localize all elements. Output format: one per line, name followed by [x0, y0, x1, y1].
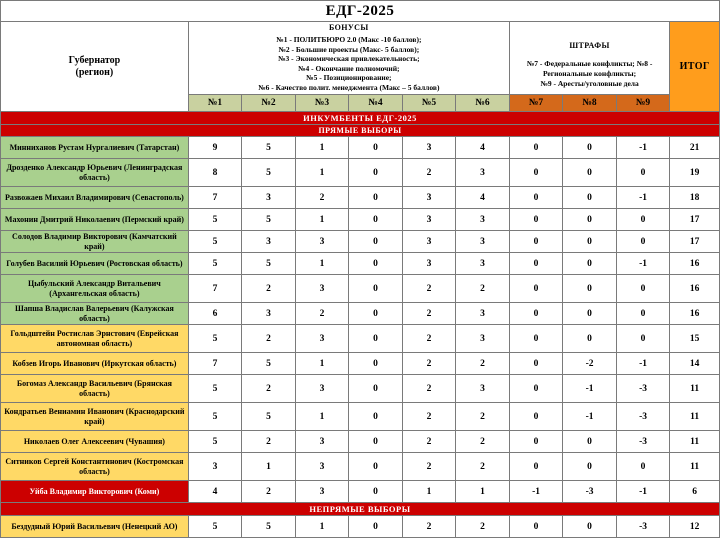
total-score-cell[interactable]: 11 [670, 375, 720, 403]
bonus-criterion-5: №5 - Позиционирование; [306, 73, 392, 83]
score-cell-6[interactable]: 4 [456, 137, 510, 159]
score-cell-5[interactable]: 2 [402, 431, 456, 453]
governor-name-cell[interactable]: Кобзев Игорь Иванович (Иркутская область) [1, 353, 189, 375]
score-cell-2[interactable]: 5 [242, 159, 296, 187]
score-cell-9[interactable]: -1 [616, 253, 670, 275]
governor-name-cell[interactable]: Богомаз Александр Васильевич (Брянская область) [1, 375, 189, 403]
score-cell-3[interactable]: 3 [295, 231, 349, 253]
table-row[interactable] [1, 353, 720, 375]
score-cell-5[interactable]: 3 [402, 231, 456, 253]
score-cell-8[interactable]: 0 [563, 253, 617, 275]
score-cell-6[interactable]: 3 [456, 159, 510, 187]
score-cell-7[interactable]: 0 [509, 209, 563, 231]
indirect-elections-rows [1, 516, 720, 538]
governor-name-cell[interactable]: Дрозденко Александр Юрьевич (Ленинградская область) [1, 159, 189, 187]
score-cell-9[interactable]: -1 [616, 137, 670, 159]
score-cell-7[interactable]: 0 [509, 431, 563, 453]
score-cell-3[interactable]: 1 [295, 353, 349, 375]
score-cell-5[interactable]: 1 [402, 481, 456, 503]
score-cell-2[interactable]: 2 [242, 375, 296, 403]
col-header-5: №5 [402, 95, 456, 112]
governor-name-cell[interactable]: Николаев Олег Алексеевич (Чувашия) [1, 431, 189, 453]
table-row[interactable] [1, 516, 720, 538]
score-cell-7[interactable]: 0 [509, 375, 563, 403]
score-cell-7[interactable]: 0 [509, 516, 563, 538]
score-cell-9[interactable]: -1 [616, 481, 670, 503]
col-header-6: №6 [456, 95, 510, 112]
score-cell-6[interactable]: 2 [456, 516, 510, 538]
title-row [1, 1, 720, 22]
score-cell-4[interactable]: 0 [349, 431, 403, 453]
penalty-criterion-1: №7 - Федеральные конфликты; №8 - [526, 59, 653, 68]
score-cell-2[interactable]: 2 [242, 481, 296, 503]
score-cell-3[interactable]: 3 [295, 453, 349, 481]
governor-name-cell[interactable]: Шапша Владислав Валерьевич (Калужская область) [1, 303, 189, 325]
score-cell-7[interactable]: 0 [509, 453, 563, 481]
score-cell-8[interactable]: 0 [563, 209, 617, 231]
total-score-cell[interactable]: 16 [670, 253, 720, 275]
table-row[interactable] [1, 253, 720, 275]
score-cell-9[interactable]: 0 [616, 209, 670, 231]
penalty-criterion-2: Региональные конфликты; [542, 69, 637, 78]
score-cell-3[interactable]: 3 [295, 325, 349, 353]
total-score-cell[interactable]: 16 [670, 275, 720, 303]
score-cell-4[interactable]: 0 [349, 187, 403, 209]
score-cell-5[interactable]: 2 [402, 403, 456, 431]
score-cell-1[interactable]: 7 [188, 353, 242, 375]
score-cell-1[interactable]: 5 [188, 231, 242, 253]
score-cell-7[interactable]: 0 [509, 275, 563, 303]
score-cell-8[interactable]: 0 [563, 453, 617, 481]
bonuses-title: БОНУСЫ [329, 23, 369, 33]
score-cell-2[interactable]: 2 [242, 275, 296, 303]
score-cell-1[interactable]: 5 [188, 516, 242, 538]
score-cell-1[interactable]: 5 [188, 375, 242, 403]
score-cell-3[interactable]: 3 [295, 275, 349, 303]
score-cell-1[interactable]: 5 [188, 253, 242, 275]
score-cell-8[interactable]: -3 [563, 481, 617, 503]
table-row[interactable] [1, 137, 720, 159]
governor-name-cell[interactable]: Кондратьев Вениамин Иванович (Краснодарский край) [1, 403, 189, 431]
band-row-indirect [1, 503, 720, 516]
score-cell-1[interactable]: 8 [188, 159, 242, 187]
score-cell-9[interactable]: -3 [616, 516, 670, 538]
score-cell-3[interactable]: 1 [295, 137, 349, 159]
score-cell-5[interactable]: 3 [402, 253, 456, 275]
bonus-criterion-6: №6 - Качество полит. менеджмента (Макс – 5 баллов) [258, 82, 440, 92]
governor-name-cell[interactable]: Ситников Сергей Константинович (Костромская область) [1, 453, 189, 481]
score-cell-2[interactable]: 3 [242, 303, 296, 325]
score-cell-3[interactable]: 1 [295, 209, 349, 231]
score-cell-6[interactable]: 3 [456, 325, 510, 353]
score-cell-7[interactable]: 0 [509, 187, 563, 209]
table-row[interactable] [1, 325, 720, 353]
score-cell-3[interactable]: 1 [295, 516, 349, 538]
total-score-cell[interactable]: 16 [670, 303, 720, 325]
score-cell-9[interactable]: -1 [616, 353, 670, 375]
score-cell-4[interactable]: 0 [349, 375, 403, 403]
score-cell-8[interactable]: 0 [563, 187, 617, 209]
score-cell-7[interactable]: 0 [509, 353, 563, 375]
score-cell-9[interactable]: 0 [616, 275, 670, 303]
score-cell-9[interactable]: 0 [616, 231, 670, 253]
score-cell-8[interactable]: -1 [563, 375, 617, 403]
score-cell-6[interactable]: 2 [456, 453, 510, 481]
table-row[interactable] [1, 187, 720, 209]
total-score-cell[interactable]: 21 [670, 137, 720, 159]
score-cell-5[interactable]: 2 [402, 159, 456, 187]
governor-name-cell[interactable]: Развожаев Михаил Владимирович (Севастополь) [1, 187, 189, 209]
score-cell-5[interactable]: 2 [402, 375, 456, 403]
score-cell-1[interactable]: 5 [188, 209, 242, 231]
score-cell-6[interactable]: 2 [456, 275, 510, 303]
score-cell-5[interactable]: 3 [402, 137, 456, 159]
col-header-3: №3 [295, 95, 349, 112]
score-cell-4[interactable]: 0 [349, 516, 403, 538]
table-row[interactable] [1, 481, 720, 503]
score-cell-5[interactable]: 2 [402, 275, 456, 303]
score-cell-2[interactable]: 5 [242, 209, 296, 231]
score-cell-8[interactable]: -2 [563, 353, 617, 375]
score-cell-2[interactable]: 2 [242, 431, 296, 453]
table-row[interactable] [1, 403, 720, 431]
score-cell-4[interactable]: 0 [349, 159, 403, 187]
total-score-cell[interactable]: 11 [670, 431, 720, 453]
score-cell-1[interactable]: 4 [188, 481, 242, 503]
col-header-4: №4 [349, 95, 403, 112]
score-cell-9[interactable]: -1 [616, 187, 670, 209]
score-cell-2[interactable]: 1 [242, 453, 296, 481]
total-score-cell[interactable]: 12 [670, 516, 720, 538]
governor-name-cell[interactable]: Цыбульский Александр Витальевич (Архангельская область) [1, 275, 189, 303]
score-cell-1[interactable]: 5 [188, 431, 242, 453]
col-header-1: №1 [188, 95, 242, 112]
score-cell-8[interactable]: 0 [563, 431, 617, 453]
page-title: ЕДГ-2025 [1, 1, 720, 22]
score-cell-7[interactable]: 0 [509, 231, 563, 253]
score-cell-5[interactable]: 3 [402, 209, 456, 231]
score-cell-8[interactable]: 0 [563, 231, 617, 253]
band-incumbents: ИНКУМБЕНТЫ ЕДГ-2025 [1, 112, 720, 125]
score-cell-3[interactable]: 1 [295, 159, 349, 187]
band-row-direct [1, 125, 720, 137]
score-cell-4[interactable]: 0 [349, 253, 403, 275]
score-cell-8[interactable]: 0 [563, 516, 617, 538]
bonus-criterion-2: №2 - Большие проекты (Макс- 5 баллов); [278, 44, 420, 54]
score-cell-8[interactable]: 0 [563, 137, 617, 159]
governor-name-cell[interactable]: Махонин Дмитрий Николаевич (Пермский край) [1, 209, 189, 231]
total-score-cell[interactable]: 15 [670, 325, 720, 353]
score-cell-4[interactable]: 0 [349, 137, 403, 159]
score-cell-5[interactable]: 2 [402, 453, 456, 481]
score-cell-4[interactable]: 0 [349, 303, 403, 325]
score-cell-2[interactable]: 5 [242, 516, 296, 538]
score-cell-2[interactable]: 5 [242, 353, 296, 375]
score-cell-9[interactable]: 0 [616, 303, 670, 325]
score-cell-7[interactable]: -1 [509, 481, 563, 503]
score-cell-6[interactable]: 3 [456, 209, 510, 231]
table-row[interactable] [1, 275, 720, 303]
score-cell-2[interactable]: 5 [242, 403, 296, 431]
bonus-criterion-4: №4 - Окончание полномочий; [298, 63, 400, 73]
total-score-cell[interactable]: 19 [670, 159, 720, 187]
score-cell-4[interactable]: 0 [349, 231, 403, 253]
total-score-cell[interactable]: 18 [670, 187, 720, 209]
score-cell-6[interactable]: 1 [456, 481, 510, 503]
score-cell-9[interactable]: -3 [616, 375, 670, 403]
score-cell-7[interactable]: 0 [509, 159, 563, 187]
score-cell-3[interactable]: 3 [295, 375, 349, 403]
score-cell-2[interactable]: 5 [242, 137, 296, 159]
score-cell-8[interactable]: 0 [563, 325, 617, 353]
score-cell-4[interactable]: 0 [349, 481, 403, 503]
score-cell-3[interactable]: 3 [295, 431, 349, 453]
score-cell-1[interactable]: 7 [188, 187, 242, 209]
group-header-row [1, 22, 720, 95]
score-cell-5[interactable]: 2 [402, 325, 456, 353]
score-cell-3[interactable]: 2 [295, 187, 349, 209]
score-cell-7[interactable]: 0 [509, 137, 563, 159]
penalty-criterion-3: №9 - Аресты/уголовные дела [540, 79, 639, 88]
score-cell-1[interactable]: 6 [188, 303, 242, 325]
governor-name-cell[interactable]: Уйба Владимир Викторович (Коми) [1, 481, 189, 503]
penalties-title: ШТРАФЫ [569, 41, 610, 50]
score-cell-7[interactable]: 0 [509, 325, 563, 353]
score-cell-6[interactable]: 2 [456, 353, 510, 375]
table-row[interactable] [1, 375, 720, 403]
score-cell-1[interactable]: 5 [188, 325, 242, 353]
total-score-cell[interactable]: 6 [670, 481, 720, 503]
score-cell-7[interactable]: 0 [509, 253, 563, 275]
governor-name-cell[interactable]: Голубев Василий Юрьевич (Ростовская область) [1, 253, 189, 275]
score-cell-9[interactable]: 0 [616, 325, 670, 353]
score-cell-2[interactable]: 3 [242, 231, 296, 253]
score-cell-6[interactable]: 3 [456, 375, 510, 403]
governor-header-line2: (регион) [75, 66, 114, 78]
table-row[interactable] [1, 231, 720, 253]
table-row[interactable] [1, 209, 720, 231]
col-header-8: №8 [563, 95, 617, 112]
bonus-criterion-3: №3 - Экономическая привлекательность; [277, 54, 420, 64]
score-cell-6[interactable]: 2 [456, 431, 510, 453]
score-cell-2[interactable]: 3 [242, 187, 296, 209]
score-cell-3[interactable]: 1 [295, 403, 349, 431]
score-cell-8[interactable]: 0 [563, 159, 617, 187]
score-cell-1[interactable]: 5 [188, 403, 242, 431]
col-header-9: №9 [616, 95, 670, 112]
table-row[interactable] [1, 303, 720, 325]
direct-elections-rows [1, 137, 720, 503]
table-row[interactable] [1, 453, 720, 481]
table-row[interactable] [1, 431, 720, 453]
governor-header [1, 22, 189, 112]
score-cell-1[interactable]: 7 [188, 275, 242, 303]
score-cell-1[interactable]: 9 [188, 137, 242, 159]
total-score-cell[interactable]: 17 [670, 209, 720, 231]
score-cell-4[interactable]: 0 [349, 325, 403, 353]
table-row[interactable] [1, 159, 720, 187]
score-cell-5[interactable]: 2 [402, 516, 456, 538]
score-cell-9[interactable]: 0 [616, 453, 670, 481]
col-header-7: №7 [509, 95, 563, 112]
score-cell-4[interactable]: 0 [349, 209, 403, 231]
score-cell-9[interactable]: -3 [616, 431, 670, 453]
governor-name-cell[interactable]: Солодов Владимир Викторович (Камчатский край) [1, 231, 189, 253]
score-cell-3[interactable]: 3 [295, 481, 349, 503]
score-cell-4[interactable]: 0 [349, 453, 403, 481]
total-score-cell[interactable]: 11 [670, 453, 720, 481]
score-cell-6[interactable]: 2 [456, 403, 510, 431]
band-indirect-elections: НЕПРЯМЫЕ ВЫБОРЫ [1, 503, 720, 516]
governor-header-line1: Губернатор [68, 54, 121, 66]
score-cell-4[interactable]: 0 [349, 275, 403, 303]
score-cell-6[interactable]: 3 [456, 253, 510, 275]
score-cell-4[interactable]: 0 [349, 353, 403, 375]
total-score-cell[interactable]: 14 [670, 353, 720, 375]
score-cell-9[interactable]: 0 [616, 159, 670, 187]
score-cell-6[interactable]: 4 [456, 187, 510, 209]
score-cell-3[interactable]: 2 [295, 303, 349, 325]
total-score-cell[interactable]: 11 [670, 403, 720, 431]
score-cell-5[interactable]: 3 [402, 187, 456, 209]
score-cell-5[interactable]: 2 [402, 353, 456, 375]
band-row-incumbents [1, 112, 720, 125]
bonus-criterion-1: №1 - ПОЛИТБЮРО 2.0 (Макс -10 баллов); [276, 35, 422, 45]
score-cell-2[interactable]: 2 [242, 325, 296, 353]
governor-name-cell[interactable]: Минниханов Рустам Нургалиевич (Татарстан) [1, 137, 189, 159]
score-cell-9[interactable]: -3 [616, 403, 670, 431]
score-cell-7[interactable]: 0 [509, 403, 563, 431]
score-cell-3[interactable]: 1 [295, 253, 349, 275]
score-cell-5[interactable]: 2 [402, 303, 456, 325]
score-cell-1[interactable]: 3 [188, 453, 242, 481]
score-cell-8[interactable]: 0 [563, 303, 617, 325]
total-column-header: ИТОГ [670, 22, 720, 112]
penalties-header [509, 22, 670, 95]
governor-name-cell[interactable]: Гольдштейн Ростислав Эрнстович (Еврейская автономная область) [1, 325, 189, 353]
score-cell-2[interactable]: 5 [242, 253, 296, 275]
bonuses-header [188, 22, 509, 95]
band-direct-elections: ПРЯМЫЕ ВЫБОРЫ [1, 125, 720, 137]
score-cell-4[interactable]: 0 [349, 403, 403, 431]
col-header-2: №2 [242, 95, 296, 112]
score-cell-6[interactable]: 3 [456, 303, 510, 325]
score-cell-8[interactable]: 0 [563, 275, 617, 303]
score-cell-7[interactable]: 0 [509, 303, 563, 325]
total-score-cell[interactable]: 17 [670, 231, 720, 253]
score-cell-6[interactable]: 3 [456, 231, 510, 253]
governor-name-cell[interactable]: Бездудный Юрий Васильевич (Ненецкий АО) [1, 516, 189, 538]
score-cell-8[interactable]: -1 [563, 403, 617, 431]
